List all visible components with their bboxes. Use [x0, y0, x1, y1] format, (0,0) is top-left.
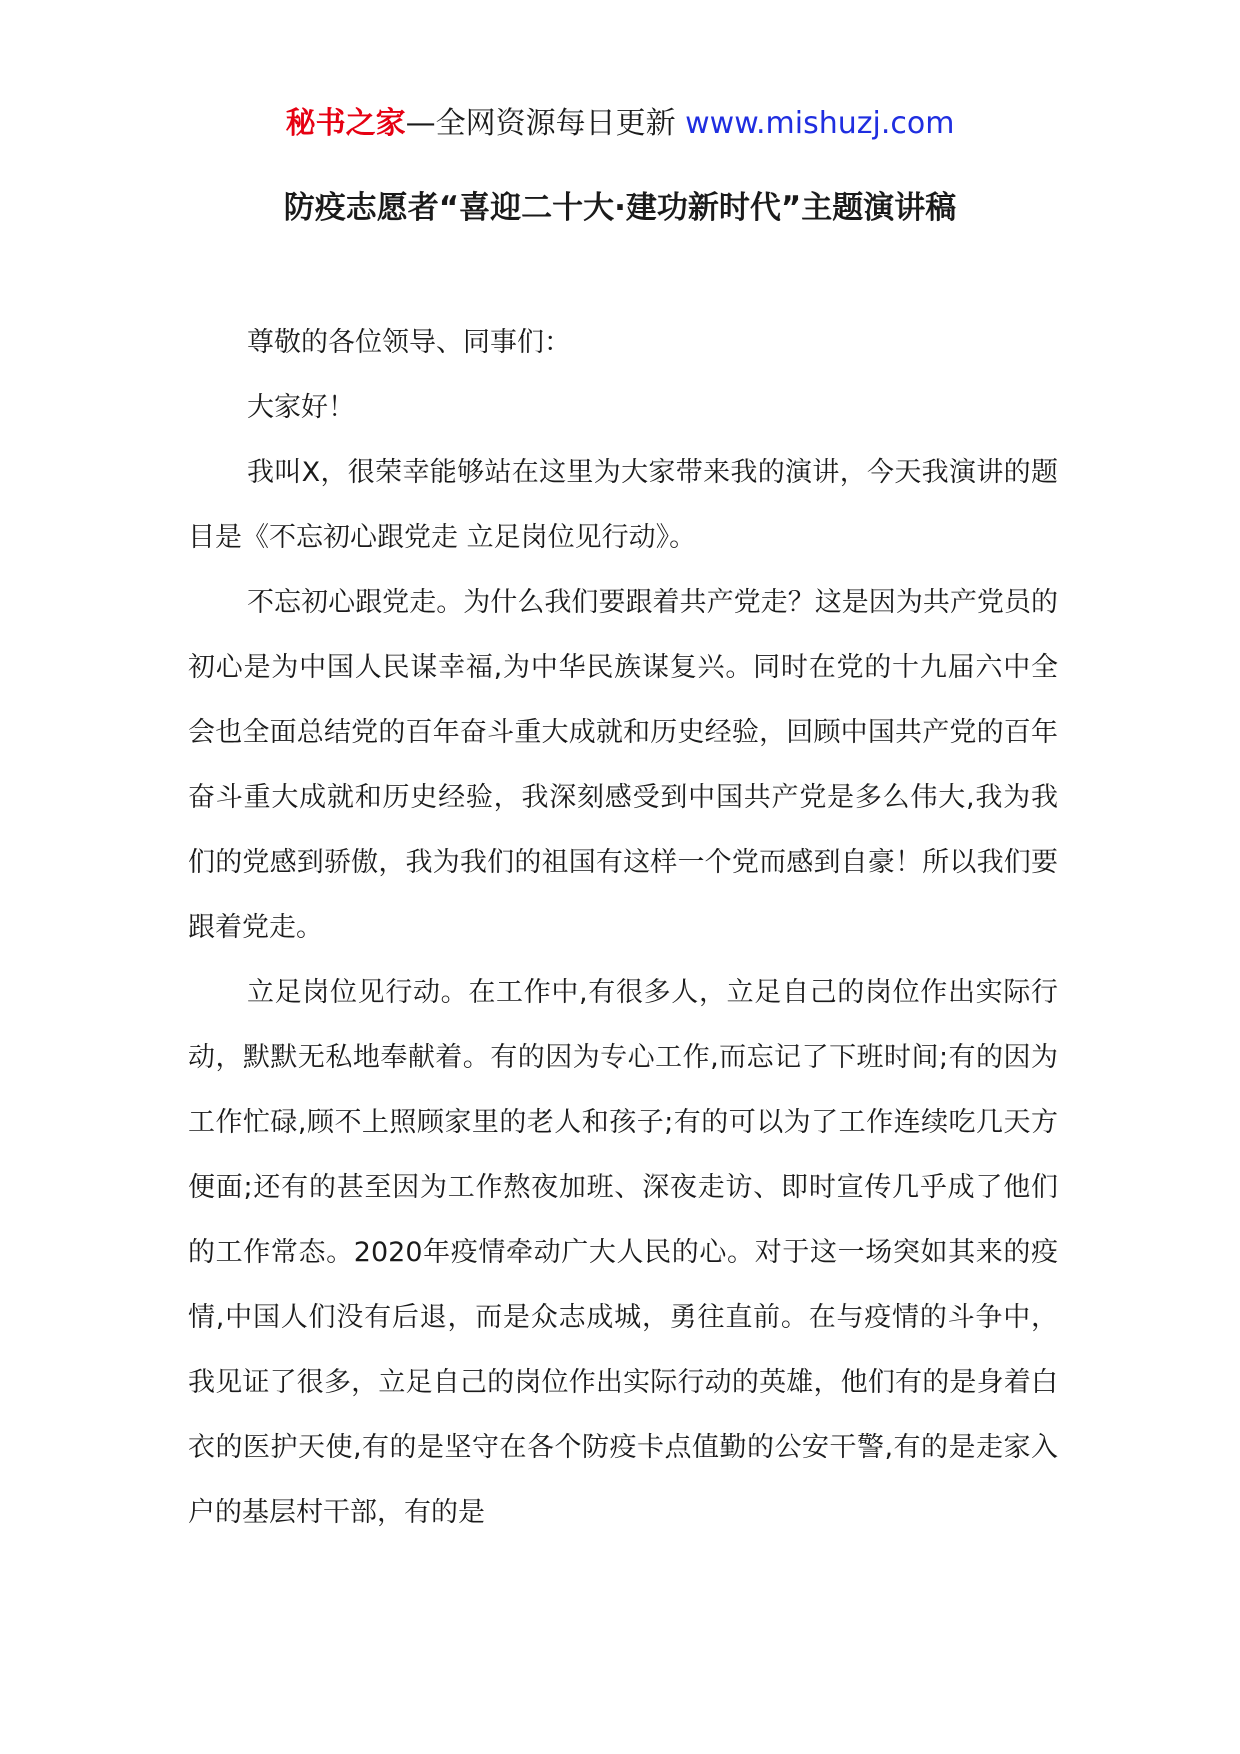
site-header: [0, 102, 1240, 146]
site-tagline: —全网资源每日更新: [405, 106, 676, 141]
site-brand: 秘书之家: [285, 106, 406, 141]
document-title: 防疫志愿者“喜迎二十大·建功新时代”主题演讲稿: [283, 190, 957, 226]
paragraph-take-action: 立足岗位见行动。在工作中,有很多人，立足自己的岗位作出实际行动，默默无私地奉献着。有的因为专心工作,而忘记了下班时间;有的因为工作忙碌,顾不上照顾家里的老人和孩子;有的可以为了工作连续吃几天方便面;还有的甚至因为工作熬夜加班、深夜走访、即时宣传几乎成了他们的工作常态。2020年疫情牵动广大人民的心。对于这一场突如其来的疫情,中国人们没有后退，而是众志成城，勇往直前。在与疫情的斗争中，我见证了很多，立足自己的岗位作出实际行动的英雄，他们有的是身着白衣的医护天使,有的是坚守在各个防疫卡点值勤的公安干警,有的是走家入户的基层村干部，有的是: [188, 977, 1058, 1528]
paragraph-greeting: 大家好！: [247, 392, 355, 423]
paragraph-introduction: 我叫X，很荣幸能够站在这里为大家带来我的演讲，今天我演讲的题目是《不忘初心跟党走 立足岗位见行动》。: [188, 457, 1058, 553]
paragraph-salutation: 尊敬的各位领导、同事们：: [247, 327, 571, 358]
document-body: [188, 310, 1058, 1545]
site-url-link[interactable]: www.mishuzj.com: [685, 106, 955, 141]
paragraph-follow-party: 不忘初心跟党走。为什么我们要跟着共产党走？这是因为共产党员的初心是为中国人民谋幸福,为中华民族谋复兴。同时在党的十九届六中全会也全面总结党的百年奋斗重大成就和历史经验，回顾中国共产党的百年奋斗重大成就和历史经验，我深刻感受到中国共产党是多么伟大,我为我们的党感到骄傲，我为我们的祖国有这样一个党而感到自豪！所以我们要跟着党走。: [188, 587, 1058, 943]
